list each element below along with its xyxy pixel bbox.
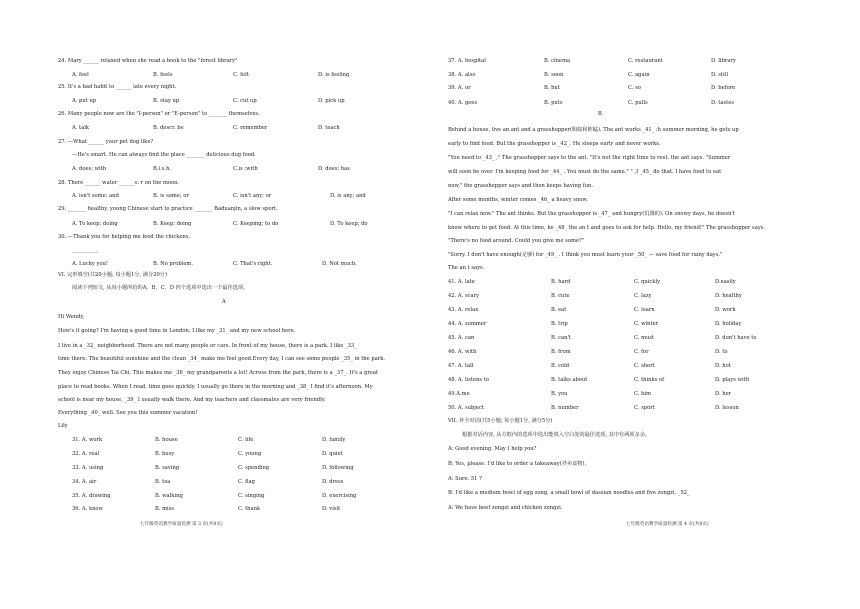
option[interactable]: D. Not much. [322, 261, 357, 267]
passage-title: A [222, 299, 226, 305]
cloze-40 [448, 100, 820, 108]
section-title: VI. 完形填空(共20小题; 每小题1分, 满分20分) [58, 272, 167, 278]
option[interactable]: C. so [628, 85, 641, 91]
question-27-line2: —He's smart. He can always find the place _______ delicious dog food. [72, 152, 256, 158]
option[interactable]: 47. A. tall [448, 363, 474, 369]
option[interactable]: C. again [628, 72, 650, 78]
cloze-45 [448, 335, 820, 343]
cloze-36 [58, 506, 430, 514]
option[interactable]: D. lesson [715, 405, 739, 411]
option[interactable]: C. cut up [233, 98, 257, 104]
option[interactable]: D. teach [318, 125, 340, 131]
option[interactable]: C. felt [233, 72, 249, 78]
option[interactable]: 44. A. summer [448, 321, 487, 327]
option[interactable]: D. tastes [711, 100, 734, 106]
option[interactable]: A. feel [72, 72, 89, 78]
option[interactable]: B. saving [155, 465, 180, 471]
letter-line: How's it going? I'm having a good time in London. I like my _31_ and my new school here. [58, 328, 296, 334]
cloze-44 [448, 321, 820, 329]
option[interactable]: C. for [634, 349, 649, 355]
option[interactable]: 39. A. or [448, 85, 471, 91]
left-page [58, 40, 430, 570]
option[interactable]: D. still [711, 72, 728, 78]
option[interactable]: C. thinks of [634, 377, 665, 383]
option[interactable]: C. flag [238, 479, 255, 485]
dialogue-line: A: We have beef zongzi and chicken zongzi. [448, 505, 563, 511]
option[interactable]: C. That's right. [233, 261, 273, 267]
option[interactable]: B. puts [544, 100, 563, 106]
option[interactable]: 50. A. subject [448, 405, 484, 411]
question-29: 29. _______ healthy, young Chinese start to practice _______ Baduanjin, a slow sport. [58, 206, 278, 212]
option[interactable]: B. house [155, 437, 178, 443]
option[interactable]: B. but [544, 85, 560, 91]
letter-line: school is near my house, _39_ I usually walk there. And my teachers and classmates are very friendly. [58, 397, 326, 403]
option[interactable]: D. following [322, 465, 354, 471]
story-line: After some months, winter comes _46_ a heavy snow. [448, 197, 588, 203]
option[interactable]: C. Keeping; to do [233, 221, 279, 227]
option[interactable]: C. singing [238, 493, 265, 499]
option[interactable]: D. hot [715, 363, 731, 369]
option[interactable]: 43. A. relax [448, 307, 479, 313]
option[interactable]: C. remember [233, 125, 268, 131]
option[interactable]: C. life [238, 437, 254, 443]
option[interactable]: 49.A.me [448, 391, 470, 397]
option[interactable]: D. healthy [715, 293, 742, 299]
option[interactable]: D. her [715, 391, 732, 397]
question-26: 26. Many people now are the "I-person" or "E-person" to _______ themselves. [58, 111, 260, 117]
option[interactable]: D. quiet [322, 451, 343, 457]
option[interactable]: D. plays with [715, 377, 750, 383]
cloze-34 [58, 479, 430, 487]
option[interactable]: C. young [238, 451, 262, 457]
option[interactable]: C. short [634, 363, 655, 369]
option[interactable]: D. pick up [318, 98, 345, 104]
story-line: The an t says. [448, 265, 485, 271]
passage-title: B [598, 111, 602, 117]
option[interactable]: D. exercising [322, 493, 357, 499]
option[interactable]: 32. A. real [72, 451, 100, 457]
question-27: 27. —What ______ your pet dog like? [58, 139, 154, 145]
option[interactable]: 38. A. also [448, 72, 476, 78]
dialogue-line: B: Yes, please. I'd like to order a takeaway(外卖食物). [448, 461, 587, 467]
option[interactable]: A. isn't some; and [72, 193, 119, 199]
story-line: now," the grasshopper says and then keeps having fun. [448, 183, 594, 189]
option[interactable]: B. can't [551, 335, 571, 341]
option[interactable]: B. stay up [153, 98, 180, 104]
option[interactable]: B. walking [155, 493, 183, 499]
option[interactable]: B. is some; or [153, 193, 189, 199]
option[interactable]: 36. A. know [72, 506, 103, 512]
option[interactable]: B. from [551, 349, 571, 355]
story-line: will soon be over. I'm keeping food for _44_ . You must do the same." " ,I _45_ do that. I have food to eat [448, 169, 722, 175]
option[interactable]: D. work [715, 307, 736, 313]
option[interactable]: 34. A. air [72, 479, 97, 485]
cloze-50 [448, 405, 820, 413]
cloze-46 [448, 349, 820, 357]
option[interactable]: D. library [711, 58, 736, 64]
letter-signature: Lily [58, 423, 68, 429]
cloze-33 [58, 465, 430, 473]
option[interactable]: D. family [322, 437, 346, 443]
question-26-options [58, 125, 430, 133]
dialogue-line: A: Sure. 51 ? [448, 476, 482, 482]
option[interactable]: C. restaurant [628, 58, 663, 64]
option[interactable]: B. No problem. [153, 261, 193, 267]
option[interactable]: B. talks about [551, 377, 588, 383]
option[interactable]: D. dress [322, 479, 344, 485]
option[interactable]: B. hard [551, 279, 571, 285]
option[interactable]: B. number [551, 405, 579, 411]
option[interactable]: D. holiday [715, 321, 742, 327]
option[interactable]: B. trip [551, 321, 568, 327]
option[interactable]: B. cold [551, 363, 570, 369]
option[interactable]: 31. A. work [72, 437, 103, 443]
question-29-options [58, 221, 430, 229]
option[interactable]: A. talk [72, 125, 90, 131]
option[interactable]: B. feels [153, 72, 173, 78]
option[interactable]: C. pulls [628, 100, 648, 106]
option[interactable]: C. him [634, 391, 652, 397]
option[interactable]: 37. A. hospital [448, 58, 486, 64]
cloze-35 [58, 493, 430, 501]
cloze-39 [448, 85, 820, 93]
story-line: "You need to _43_ ," The grasshopper says to the ant. "It's not the right time to rest. the ant says. "Summer [448, 155, 731, 161]
option[interactable]: D. is any; and [330, 193, 366, 199]
letter-line: I live in a _32_ neighborhood. There are not many people or cars. In front of my house, there is a park. I like _33_ [58, 343, 357, 349]
story-line: "There's no food around. Could you give me some?" [448, 238, 585, 244]
option[interactable]: B. Keep; doing [153, 221, 192, 227]
cloze-41 [448, 279, 820, 287]
option[interactable]: 35. A. drawing [72, 493, 111, 499]
cloze-32 [58, 451, 430, 459]
question-25: 25. It's a bad habit to ______ late every night. [58, 84, 177, 90]
question-30: 30. —Thank you for helping me feed the chickens. [58, 234, 191, 240]
right-page [448, 40, 820, 570]
question-27-options [58, 166, 430, 174]
cloze-47 [448, 363, 820, 371]
question-24-options [58, 72, 430, 80]
option[interactable]: A. Lucky you! [72, 261, 108, 267]
page-footer: 七年级英语教学质量检测 第 3 页(共8页) [140, 522, 223, 527]
option[interactable]: B. busy [155, 451, 175, 457]
cloze-48 [448, 377, 820, 385]
option[interactable]: C. winter [634, 321, 659, 327]
dialogue-line: B: I'd like a medium bowl of egg song, a small bowl of dassian noodles and five zongzi. _52_ [448, 490, 690, 496]
story-line: know where to get food. At this time, he _48_ the an t and goes to ask for help. Hello, my friend!" The grasshopper says. [448, 225, 766, 231]
option[interactable]: 40. A. goes [448, 100, 478, 106]
option[interactable]: C. must [634, 335, 655, 341]
option[interactable]: B. soon [544, 72, 564, 78]
question-24: 24. Mary ______ relaxed when she read a book to the "forest library" [58, 58, 238, 64]
option[interactable]: B. cute [551, 293, 570, 299]
cloze-49 [448, 391, 820, 399]
option[interactable]: D. does; has [318, 166, 350, 172]
story-line: early to find food. But the grasshopper is _42_. He sleeps early and never works. [448, 141, 661, 147]
page-footer: 七年级英语教学质量检测 第 4 页(共8页) [626, 522, 709, 527]
section-title: VII. 补全对话(共5小题; 每小题1分, 满分5分) [448, 418, 553, 424]
option[interactable]: 46. A. with [448, 349, 477, 355]
letter-line: place to read books. When I read, time goes quickly. I usually go there in the morning and _38_ I find it's afternoon. My [58, 384, 373, 390]
option[interactable]: D. is feeling [318, 72, 350, 78]
option[interactable]: D. before [711, 85, 736, 91]
option[interactable]: C. spending [238, 465, 270, 471]
option[interactable]: C. thank [238, 506, 261, 512]
option[interactable]: B. miss [155, 506, 175, 512]
option[interactable]: B. eat [551, 307, 567, 313]
cloze-42 [448, 293, 820, 301]
question-25-options [58, 98, 430, 106]
option[interactable]: 42. A. scary [448, 293, 480, 299]
option[interactable]: C. learn [634, 307, 655, 313]
option[interactable]: D. to [715, 349, 728, 355]
dialogue-line: A: Good evening. May I help you? [448, 446, 537, 452]
option[interactable]: B. you [551, 391, 568, 397]
option[interactable]: B.i.s.h. [153, 166, 172, 172]
option[interactable]: C.is ;with [233, 166, 258, 172]
option[interactable]: D. don't have to [715, 335, 757, 341]
option[interactable]: C. quickly [634, 279, 661, 285]
cloze-37 [448, 58, 820, 66]
option[interactable]: A. does; with [72, 166, 107, 172]
question-28: 28. There ______ water ______s: r on the moon. [58, 180, 180, 186]
letter-line: Everything _40_ well. See you this summer vacation! [58, 410, 198, 416]
story-line: Behind a house, live an ant and a grasshopper(蚂蚁和蚱蜢). The ant works _41_ :h summer morning, he gets up [448, 127, 739, 133]
letter-line: They enjoy Chinese Tai Chi. This makes me _36_ my grandparents a lot! Across from the park, there is a _37_. It's a great [58, 370, 379, 376]
option[interactable]: 33. A. using [72, 465, 104, 471]
question-28-options [58, 193, 430, 201]
option[interactable]: C. isn't any; or [233, 193, 272, 199]
option[interactable]: A. To keep; doing [72, 221, 118, 227]
option[interactable]: B. tea [155, 479, 171, 485]
letter-line: Hi Wendy, [58, 314, 85, 320]
cloze-31 [58, 437, 430, 445]
question-30-options [58, 261, 430, 269]
section-instructions: 根据对话内容, 从方框内的选项中选出能填入空白处的最佳选项, 其中有两项多余。 [462, 432, 651, 438]
story-line: "Sorry. I don't have enough(足够) for _49_ . I think you must learn your _50_ — save food for rainy days." [448, 252, 723, 258]
option[interactable]: D.easily [715, 279, 736, 285]
cloze-43 [448, 307, 820, 315]
option[interactable]: B. cinema [544, 58, 571, 64]
option[interactable]: C. sport [634, 405, 655, 411]
cloze-38 [448, 72, 820, 80]
option[interactable]: A. put up [72, 98, 97, 104]
option[interactable]: C. lazy [634, 293, 652, 299]
option[interactable]: B. descr. be [153, 125, 184, 131]
section-instructions: 阅读下列短文, 从每小题所给的A、B、C、D 四个选项中选出一个最佳选项。 [72, 285, 249, 291]
letter-line: time there. The beautiful sunshine and the clean _34_ make me feel good.Every day, I can see some people _35_ in the park. [58, 356, 386, 362]
option[interactable]: D. visit [322, 506, 341, 512]
option[interactable]: 41. A. late [448, 279, 475, 285]
option[interactable]: 45. A. can [448, 335, 475, 341]
story-line: "I can relax now." The ant thinks. But the grasshopper is _47_ and hungry(饥饿的). On snowy days, he doesn't [448, 211, 735, 217]
question-30-blank: __________ [72, 247, 98, 253]
option[interactable]: 48. A. listens to [448, 377, 489, 383]
option[interactable]: D. To keep; do [330, 221, 368, 227]
